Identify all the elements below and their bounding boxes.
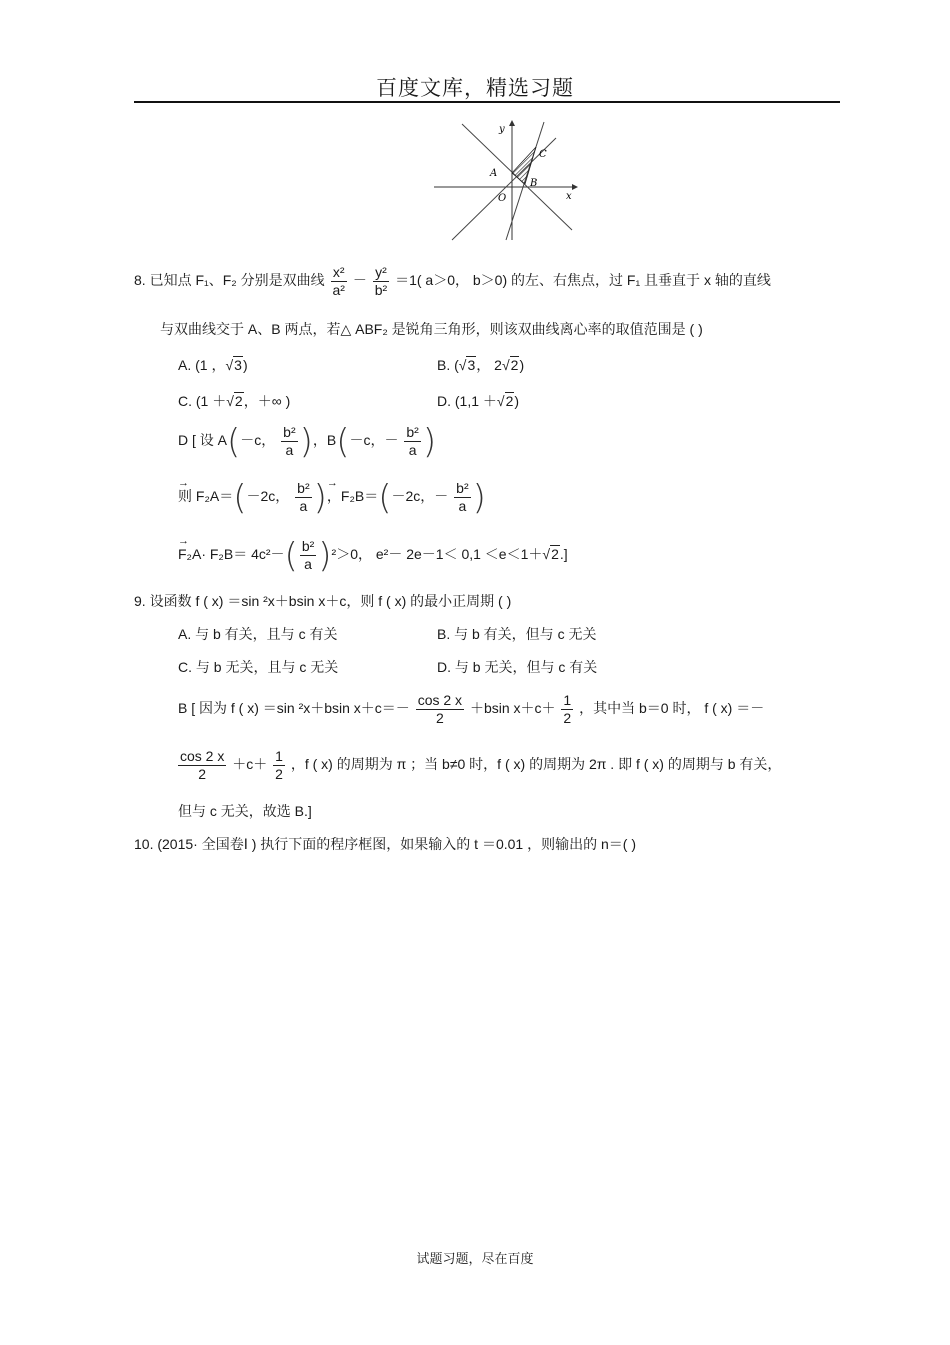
q9-stem: 9. 设函数 f ( x) ＝sin ²x＋bsin x＋c，则 f ( x) 的最小正周期 ( ): [134, 593, 512, 609]
linear-programming-figure: [432, 118, 582, 242]
q8-solution-line2: → 则 F₂A＝(－2c， $\frac{\text{b²}}{a}$ )→ ，F₂B＝(－2c，－ $\frac{\text{b²}}{a}$ ): [178, 480, 486, 515]
q8-option-a: A. (1 ，√3): [178, 357, 248, 373]
label-x: x: [566, 191, 572, 202]
q9-solution-line2: $\frac{\cos 2 x}{2}$ ＋c＋ $\frac{1}{2}$ ，f ( x) 的周期为 π ；当 b≠0 时，f ( x) 的周期为 2π . 即 f ( x) 的周期与 b 有关，: [180, 748, 782, 782]
label-o: O: [498, 193, 507, 204]
q9-option-c: C. 与 b 无关，且与 c 无关: [178, 659, 339, 675]
q8-stem-line2: 与双曲线交于 A、B 两点，若△ ABF₂ 是锐角三角形，则该双曲线离心率的取值范围是 ( ): [160, 321, 703, 337]
q8-option-d: D. (1,1 ＋√2): [437, 393, 520, 409]
label-a: A: [490, 168, 498, 179]
q8-solution-line1: D [ 设 A(－c， $\frac{\text{b²}}{a}$ )，B(－c，－ $\frac{\text{b²}}{a}$ ): [178, 421, 437, 462]
q8-option-c: C. (1 ＋√2，＋∞ ): [178, 393, 291, 409]
q8-solution-line3: → F₂A· F₂B＝ 4c²－( $\frac{\text{b²}}{a}$ )²＞0， e²－ 2e－1＜ 0,1 ＜e＜1＋√2.]: [178, 538, 568, 573]
header-rule: [134, 101, 840, 103]
q8-stem-line1: 8. 已知点 F₁、F₂ 分别是双曲线 $\frac{\text{x²}}{\text{a²}}$ － $\frac{\text{y²}}{\text{b²}}$ ＝1( a＞0， b＞0) 的左、右焦点，过 F₁ 且垂直于 x 轴的直线: [134, 264, 771, 298]
q9-solution-line1: B [ 因为 f ( x) ＝sin ²x＋bsin x＋c＝－ $\frac{\cos 2 x}{2}$ ＋bsin x＋c＋ $\frac{1}{2}$ ，其中当 b＝0 时， f ( x) ＝－: [178, 692, 765, 726]
page-header-title: 百度文库，精选习题: [376, 76, 574, 100]
q9-solution-line3: 但与 c 无关，故选 B.]: [178, 803, 312, 819]
label-c: C: [539, 149, 547, 160]
label-b: B: [530, 178, 538, 189]
q10-stem: 10. (2015· 全国卷Ⅰ ) 执行下面的程序框图，如果输入的 t ＝0.01 ，则输出的 n＝( ): [134, 836, 636, 852]
label-y: y: [499, 124, 505, 135]
q8-option-b: B. (√3， 2√2): [437, 357, 525, 373]
q9-option-b: B. 与 b 有关，但与 c 无关: [437, 626, 597, 642]
page-footer: 试题习题，尽在百度: [416, 1252, 534, 1267]
q9-option-d: D. 与 b 无关，但与 c 有关: [437, 659, 598, 675]
q9-option-a: A. 与 b 有关，且与 c 有关: [178, 626, 338, 642]
